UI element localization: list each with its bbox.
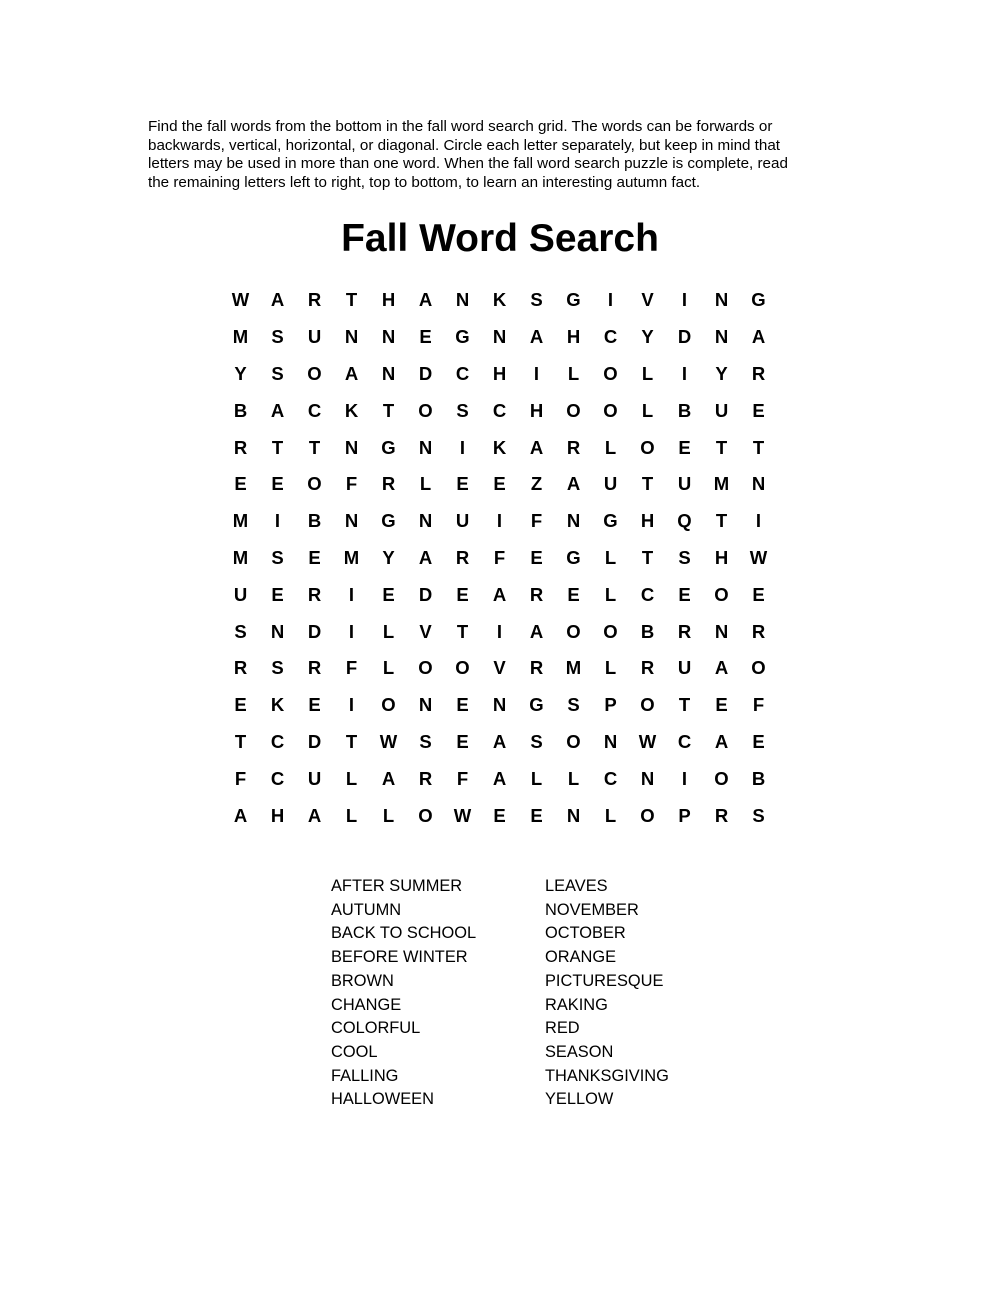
grid-letter[interactable]: I	[459, 436, 466, 458]
grid-letter[interactable]: R	[307, 289, 322, 311]
grid-letter[interactable]: I	[348, 694, 355, 716]
grid-letter[interactable]: O	[381, 694, 396, 716]
grid-letter[interactable]: R	[566, 436, 581, 458]
grid-letter[interactable]: F	[752, 694, 765, 716]
grid-letter[interactable]: O	[640, 804, 655, 826]
grid-letter[interactable]: O	[640, 436, 655, 458]
grid-letter[interactable]: R	[455, 546, 470, 568]
grid-letter[interactable]: H	[492, 362, 507, 384]
instructions-line: the remaining letters left to right, top to bottom, to learn an interesting autumn fact.	[148, 174, 701, 192]
grid-letter[interactable]: G	[603, 510, 618, 532]
grid-letter[interactable]: W	[749, 546, 768, 568]
grid-row	[222, 540, 778, 577]
grid-letter[interactable]: E	[308, 694, 321, 716]
word-list-item: RAKING	[545, 995, 608, 1014]
word-list-item: YELLOW	[545, 1090, 614, 1109]
grid-letter[interactable]: A	[566, 473, 581, 495]
grid-letter[interactable]: E	[308, 546, 321, 568]
grid-letter[interactable]: B	[677, 399, 692, 421]
grid-letter[interactable]: A	[714, 730, 729, 752]
grid-letter[interactable]: U	[677, 657, 692, 679]
grid-letter[interactable]: I	[496, 620, 503, 642]
word-list-item: NOVEMBER	[545, 900, 639, 919]
grid-letter[interactable]: R	[233, 436, 248, 458]
grid-letter[interactable]: M	[713, 473, 730, 495]
grid-letter[interactable]: N	[344, 436, 359, 458]
grid-letter[interactable]: I	[607, 289, 614, 311]
grid-letter[interactable]: W	[453, 804, 472, 826]
grid-letter[interactable]: E	[456, 694, 469, 716]
grid-letter[interactable]: A	[529, 620, 544, 642]
grid-letter[interactable]: T	[308, 436, 321, 458]
grid-letter[interactable]: E	[234, 694, 247, 716]
grid-letter[interactable]: O	[455, 657, 470, 679]
grid-letter[interactable]: A	[492, 583, 507, 605]
grid-letter[interactable]: R	[529, 583, 544, 605]
word-list-item: AUTUMN	[331, 900, 402, 919]
grid-letter[interactable]: O	[418, 399, 433, 421]
grid-letter[interactable]: N	[455, 289, 470, 311]
grid-letter[interactable]: P	[604, 694, 617, 716]
grid-letter[interactable]: A	[529, 326, 544, 348]
word-list-item: ORANGE	[545, 948, 617, 967]
word-search-grid	[222, 282, 778, 834]
word-list-item: SEASON	[545, 1042, 614, 1061]
word-list-item: PICTURESQUE	[545, 971, 664, 990]
grid-letter[interactable]: Y	[382, 546, 395, 568]
grid-letter[interactable]: A	[344, 362, 359, 384]
grid-letter[interactable]: I	[681, 767, 688, 789]
word-list-column-1	[331, 875, 476, 1112]
grid-letter[interactable]: I	[348, 620, 355, 642]
grid-letter[interactable]: E	[456, 730, 469, 752]
grid-letter[interactable]: E	[678, 583, 691, 605]
grid-letter[interactable]: H	[566, 326, 581, 348]
grid-letter[interactable]: C	[270, 730, 285, 752]
grid-letter[interactable]: L	[641, 399, 654, 421]
grid-letter[interactable]: C	[270, 767, 285, 789]
grid-letter[interactable]: A	[381, 767, 396, 789]
grid-letter[interactable]: M	[343, 546, 360, 568]
word-list-item: THANKSGIVING	[545, 1066, 669, 1085]
grid-letter[interactable]: E	[419, 326, 432, 348]
grid-letter[interactable]: T	[678, 694, 691, 716]
grid-letter[interactable]: T	[456, 620, 469, 642]
grid-letter[interactable]: N	[418, 694, 433, 716]
grid-letter[interactable]: A	[418, 289, 433, 311]
grid-letter[interactable]: O	[603, 620, 618, 642]
grid-letter[interactable]: S	[567, 694, 580, 716]
grid-letter[interactable]: M	[232, 510, 249, 532]
grid-letter[interactable]: A	[714, 657, 729, 679]
grid-letter[interactable]: E	[234, 473, 247, 495]
grid-letter[interactable]: T	[641, 546, 654, 568]
grid-letter[interactable]: R	[307, 657, 322, 679]
grid-letter[interactable]: N	[492, 326, 507, 348]
grid-letter[interactable]: R	[233, 657, 248, 679]
grid-letter[interactable]: N	[566, 510, 581, 532]
grid-letter[interactable]: R	[640, 657, 655, 679]
grid-row	[222, 724, 778, 761]
word-list-item: COLORFUL	[331, 1019, 421, 1038]
grid-letter[interactable]: E	[493, 473, 506, 495]
grid-letter[interactable]: R	[677, 620, 692, 642]
grid-letter[interactable]: L	[345, 804, 358, 826]
grid-letter[interactable]: L	[567, 767, 580, 789]
grid-letter[interactable]: S	[678, 546, 691, 568]
grid-letter[interactable]: A	[492, 730, 507, 752]
grid-row	[222, 429, 778, 466]
grid-letter[interactable]: C	[677, 730, 692, 752]
grid-letter[interactable]: E	[530, 804, 543, 826]
grid-letter[interactable]: I	[533, 362, 540, 384]
grid-letter[interactable]: D	[418, 583, 433, 605]
grid-letter[interactable]: N	[751, 473, 766, 495]
word-list-item: BEFORE WINTER	[331, 948, 468, 967]
word-list-column-2	[545, 875, 669, 1112]
grid-letter[interactable]: N	[418, 510, 433, 532]
grid-letter[interactable]: S	[752, 804, 765, 826]
grid-letter[interactable]: I	[755, 510, 762, 532]
grid-letter[interactable]: O	[307, 473, 322, 495]
grid-letter[interactable]: O	[714, 767, 729, 789]
grid-letter[interactable]: O	[603, 399, 618, 421]
grid-letter[interactable]: C	[603, 767, 618, 789]
grid-letter[interactable]: A	[529, 436, 544, 458]
instructions-line: letters may be used in more than one word. When the fall word search puzzle is complete, read	[148, 155, 788, 173]
grid-letter[interactable]: A	[751, 326, 766, 348]
grid-letter[interactable]: U	[307, 326, 322, 348]
grid-letter[interactable]: E	[271, 583, 284, 605]
grid-letter[interactable]: A	[233, 804, 248, 826]
grid-letter[interactable]: U	[455, 510, 470, 532]
grid-letter[interactable]: C	[603, 326, 618, 348]
grid-row	[222, 576, 778, 613]
grid-letter[interactable]: Z	[530, 473, 543, 495]
grid-letter[interactable]: C	[455, 362, 470, 384]
grid-letter[interactable]: L	[382, 657, 395, 679]
grid-letter[interactable]: U	[307, 767, 322, 789]
grid-letter[interactable]: V	[641, 289, 654, 311]
grid-letter[interactable]: E	[678, 436, 691, 458]
grid-letter[interactable]: T	[345, 289, 358, 311]
grid-letter[interactable]: E	[456, 473, 469, 495]
grid-letter[interactable]: C	[640, 583, 655, 605]
grid-letter[interactable]: O	[714, 583, 729, 605]
grid-letter[interactable]: R	[307, 583, 322, 605]
grid-letter[interactable]: L	[345, 767, 358, 789]
grid-letter[interactable]: L	[604, 657, 617, 679]
grid-letter[interactable]: O	[603, 362, 618, 384]
word-list-item: LEAVES	[545, 877, 608, 895]
word-list-item: COOL	[331, 1042, 378, 1061]
word-list-item: RED	[545, 1019, 580, 1038]
grid-letter[interactable]: M	[232, 326, 249, 348]
grid-letter[interactable]: S	[234, 620, 247, 642]
grid-row	[222, 319, 778, 356]
grid-letter[interactable]: L	[567, 362, 580, 384]
grid-letter[interactable]: K	[492, 289, 507, 311]
grid-letter[interactable]: F	[456, 767, 469, 789]
grid-letter[interactable]: T	[752, 436, 765, 458]
grid-letter[interactable]: G	[381, 510, 396, 532]
grid-letter[interactable]: P	[678, 804, 691, 826]
grid-letter[interactable]: U	[603, 473, 618, 495]
grid-row	[222, 356, 778, 393]
grid-letter[interactable]: H	[640, 510, 655, 532]
grid-letter[interactable]: O	[418, 657, 433, 679]
grid-row	[222, 282, 778, 319]
grid-letter[interactable]: R	[751, 362, 766, 384]
grid-letter[interactable]: N	[492, 694, 507, 716]
grid-letter[interactable]: F	[345, 657, 358, 679]
grid-row	[222, 760, 778, 797]
grid-letter[interactable]: C	[307, 399, 322, 421]
grid-letter[interactable]: L	[604, 436, 617, 458]
grid-row	[222, 650, 778, 687]
grid-letter[interactable]: B	[640, 620, 655, 642]
grid-letter[interactable]: T	[234, 730, 247, 752]
grid-letter[interactable]: H	[714, 546, 729, 568]
grid-letter[interactable]: N	[603, 730, 618, 752]
grid-letter[interactable]: G	[381, 436, 396, 458]
grid-letter[interactable]: Y	[641, 326, 654, 348]
word-list-item: BACK TO SCHOOL	[331, 924, 477, 943]
grid-letter[interactable]: E	[456, 583, 469, 605]
grid-letter[interactable]: H	[381, 289, 396, 311]
grid-letter[interactable]: K	[344, 399, 359, 421]
grid-letter[interactable]: E	[493, 804, 506, 826]
grid-letter[interactable]: N	[381, 362, 396, 384]
grid-letter[interactable]: T	[715, 510, 728, 532]
grid-letter[interactable]: R	[714, 804, 729, 826]
word-list-item: CHANGE	[331, 995, 402, 1014]
grid-letter[interactable]: Y	[715, 362, 728, 384]
grid-letter[interactable]: E	[271, 473, 284, 495]
grid-letter[interactable]: N	[714, 289, 729, 311]
grid-letter[interactable]: F	[530, 510, 543, 532]
grid-letter[interactable]: O	[566, 730, 581, 752]
grid-letter[interactable]: D	[418, 362, 433, 384]
grid-letter[interactable]: G	[566, 289, 581, 311]
grid-letter[interactable]: O	[566, 620, 581, 642]
grid-letter[interactable]: D	[307, 620, 322, 642]
grid-row	[222, 503, 778, 540]
grid-letter[interactable]: N	[714, 326, 729, 348]
grid-letter[interactable]: S	[419, 730, 432, 752]
grid-letter[interactable]: A	[418, 546, 433, 568]
grid-letter[interactable]: I	[496, 510, 503, 532]
grid-letter[interactable]: M	[232, 546, 249, 568]
instructions-line: Find the fall words from the bottom in the fall word search grid. The words can be forwards or	[148, 118, 773, 135]
grid-letter[interactable]: I	[681, 289, 688, 311]
word-list-item: BROWN	[331, 971, 394, 990]
grid-letter[interactable]: O	[640, 694, 655, 716]
grid-letter[interactable]: S	[271, 326, 284, 348]
grid-letter[interactable]: E	[382, 583, 395, 605]
grid-letter[interactable]: N	[344, 326, 359, 348]
grid-letter[interactable]: I	[681, 362, 688, 384]
grid-letter[interactable]: K	[492, 436, 507, 458]
grid-letter[interactable]: A	[270, 399, 285, 421]
instructions	[148, 118, 848, 193]
grid-letter[interactable]: H	[529, 399, 544, 421]
grid-letter[interactable]: N	[381, 326, 396, 348]
grid-letter[interactable]: F	[493, 546, 506, 568]
grid-row	[222, 466, 778, 503]
word-list-item: AFTER SUMMER	[331, 877, 463, 895]
grid-letter[interactable]: F	[234, 767, 247, 789]
grid-letter[interactable]: T	[271, 436, 284, 458]
grid-letter[interactable]: O	[566, 399, 581, 421]
grid-letter[interactable]: H	[270, 804, 285, 826]
grid-letter[interactable]: N	[270, 620, 285, 642]
grid-letter[interactable]: O	[751, 657, 766, 679]
grid-letter[interactable]: S	[530, 289, 543, 311]
grid-letter[interactable]: B	[233, 399, 248, 421]
grid-letter[interactable]: U	[677, 473, 692, 495]
grid-letter[interactable]: O	[307, 362, 322, 384]
grid-row	[222, 392, 778, 429]
grid-letter[interactable]: E	[752, 583, 765, 605]
grid-letter[interactable]: U	[233, 583, 248, 605]
grid-letter[interactable]: O	[418, 804, 433, 826]
grid-letter[interactable]: V	[419, 620, 432, 642]
word-list-item: OCTOBER	[545, 924, 626, 943]
grid-row	[222, 797, 778, 834]
grid-letter[interactable]: V	[493, 657, 506, 679]
grid-letter[interactable]: B	[751, 767, 766, 789]
grid-letter[interactable]: S	[271, 657, 284, 679]
grid-letter[interactable]: G	[566, 546, 581, 568]
grid-letter[interactable]: L	[382, 804, 395, 826]
grid-letter[interactable]: D	[307, 730, 322, 752]
grid-letter[interactable]: N	[418, 436, 433, 458]
grid-letter[interactable]: I	[348, 583, 355, 605]
grid-letter[interactable]: T	[715, 436, 728, 458]
grid-letter[interactable]: L	[604, 804, 617, 826]
grid-row	[222, 687, 778, 724]
grid-letter[interactable]: U	[714, 399, 729, 421]
grid-letter[interactable]: W	[231, 289, 250, 311]
grid-letter[interactable]: L	[604, 583, 617, 605]
word-list-item: HALLOWEEN	[331, 1090, 434, 1109]
grid-letter[interactable]: G	[455, 326, 470, 348]
grid-letter[interactable]: B	[307, 510, 322, 532]
grid-letter[interactable]: Q	[677, 510, 692, 532]
grid-letter[interactable]: N	[566, 804, 581, 826]
grid-letter[interactable]: R	[751, 620, 766, 642]
grid-letter[interactable]: N	[714, 620, 729, 642]
grid-letter[interactable]: T	[641, 473, 654, 495]
grid-letter[interactable]: G	[529, 694, 544, 716]
grid-letter[interactable]: S	[530, 730, 543, 752]
page-title: Fall Word Search	[341, 217, 659, 260]
grid-letter[interactable]: N	[640, 767, 655, 789]
grid-letter[interactable]: T	[345, 730, 358, 752]
grid-letter[interactable]: R	[529, 657, 544, 679]
grid-letter[interactable]: F	[345, 473, 358, 495]
grid-letter[interactable]: N	[344, 510, 359, 532]
grid-letter[interactable]: L	[604, 546, 617, 568]
grid-letter[interactable]: L	[382, 620, 395, 642]
grid-letter[interactable]: D	[677, 326, 692, 348]
grid-letter[interactable]: A	[307, 804, 322, 826]
instructions-line: backwards, vertical, horizontal, or diagonal. Circle each letter separately, but keep in mind that	[148, 136, 781, 154]
grid-letter[interactable]: M	[565, 657, 582, 679]
grid-row	[222, 613, 778, 650]
grid-letter[interactable]: E	[752, 399, 765, 421]
grid-letter[interactable]: L	[530, 767, 543, 789]
grid-letter[interactable]: R	[418, 767, 433, 789]
grid-letter[interactable]: L	[419, 473, 432, 495]
grid-letter[interactable]: T	[382, 399, 395, 421]
grid-letter[interactable]: A	[270, 289, 285, 311]
grid-letter[interactable]: W	[638, 730, 657, 752]
grid-letter[interactable]: E	[715, 694, 728, 716]
grid-letter[interactable]: K	[270, 694, 285, 716]
grid-letter[interactable]: Y	[234, 362, 247, 384]
word-list-item: FALLING	[331, 1066, 399, 1085]
grid-letter[interactable]: I	[274, 510, 281, 532]
grid-letter[interactable]: E	[752, 730, 765, 752]
grid-letter[interactable]: G	[751, 289, 766, 311]
grid-letter[interactable]: C	[492, 399, 507, 421]
grid-letter[interactable]: E	[567, 583, 580, 605]
grid-letter[interactable]: W	[379, 730, 398, 752]
grid-letter[interactable]: S	[271, 362, 284, 384]
grid-letter[interactable]: A	[492, 767, 507, 789]
grid-letter[interactable]: R	[381, 473, 396, 495]
grid-letter[interactable]: S	[456, 399, 469, 421]
grid-letter[interactable]: E	[530, 546, 543, 568]
grid-letter[interactable]: S	[271, 546, 284, 568]
grid-letter[interactable]: L	[641, 362, 654, 384]
